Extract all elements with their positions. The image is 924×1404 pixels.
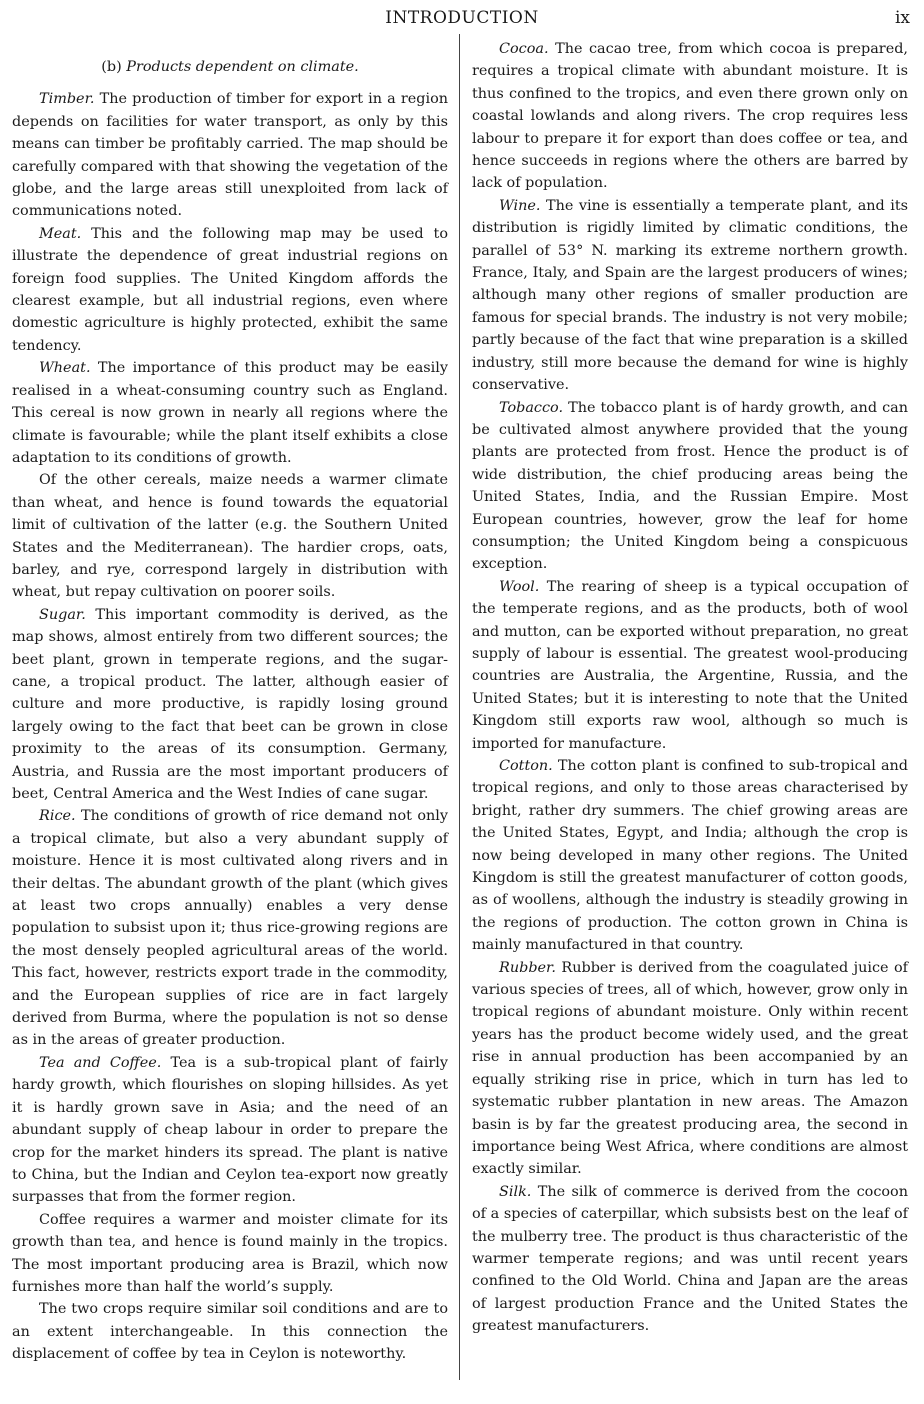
paragraph-term: Rubber. xyxy=(499,959,556,976)
paragraph-silk xyxy=(472,1181,908,1338)
paragraph-sugar xyxy=(12,604,448,806)
paragraph-text: Tea is a sub-tropical plant of fairly hardy growth, which flourishes on sloping hillsides. As yet it is hardly grown save in Asia; and the need of an abundant supply of cheap labour in order to prepare the crop for the market hinders its spread. The plant is native to China, but the Indian and Ceylon tea-export now greatly surpasses that from the former region. xyxy=(12,1054,448,1206)
paragraph-term: Wool. xyxy=(499,578,540,595)
section-title: Products dependent on climate. xyxy=(126,59,359,75)
paragraph-term: Sugar. xyxy=(39,606,86,623)
paragraph-wool xyxy=(472,576,908,755)
paragraph-term: Cotton. xyxy=(499,758,553,774)
paragraph-text: Rubber is derived from the coagulated juice of various species of trees, all of which, however, grow only in tropical regions of abundant moisture. Only within recent years has the product become widely used, and the great rise in annual production has been accompanied by an equally striking rise in price, which in turn has led to systematic rubber plantation in new areas. The Amazon basin is by far the greatest producing area, the second in importance being West Africa, where conditions are almost exactly similar. xyxy=(472,959,908,1178)
paragraph-term: Silk. xyxy=(499,1183,532,1200)
paragraph-timber xyxy=(12,88,448,222)
paragraph-text: Of the other cereals, maize needs a warmer climate than wheat, and hence is found towards the equatorial limit of cultivation of the latter (e.g. the Southern United States and the Mediterranean). The hardier crops, oats, barley, and rye, correspond largely in distribution with wheat, but repay cultivation on poorer soils. xyxy=(12,472,448,601)
paragraph-meat xyxy=(12,223,448,357)
section-heading xyxy=(12,56,448,78)
paragraph-text: The silk of commerce is derived from the cocoon of a species of caterpillar, which subsists best on the leaf of the mulberry tree. The product is thus characteristic of the warmer temperate regions; and was until recent years confined to the Old World. China and Japan are the areas of largest production France and the United States the greatest manufacturers. xyxy=(472,1183,908,1335)
paragraph-text: The conditions of growth of rice demand not only a tropical climate, but also a very abundant supply of moisture. Hence it is most cultivated along rivers and in their deltas. The abundant growth of the plant (which gives at least two crops annually) enables a very dense population to subsist upon it; thus rice-growing regions are the most densely peopled agricultural areas of the world. This fact, however, restricts export trade in the commodity, and the European supplies of rice are in fact largely derived from Burma, where the population is not so dense as in the areas of greater production. xyxy=(12,808,449,1049)
right-column xyxy=(472,38,908,1338)
paragraph-term: Wheat. xyxy=(39,360,91,377)
paragraph-text: The cotton plant is confined to sub-tropical and tropical regions, and only to those areas characterised by bright, rather dry summers. The chief growing areas are the United States, Egypt, and India; although the crop is now being developed in many other regions. The United Kingdom is still the greatest manufacturer of cotton goods, as of woollens, although the industry is steadily growing in the regions of production. The cotton grown in China is mainly manufactured in that country. xyxy=(472,758,909,954)
paragraph-tea-and-coffee xyxy=(12,1052,448,1209)
paragraph-term: Timber. xyxy=(39,91,95,108)
paragraph-tobacco xyxy=(472,397,908,576)
paragraph-text: The rearing of sheep is a typical occupation of the temperate regions, and as the products, both of wool and mutton, can be exported without preparation, no great supply of labour is essential. The greatest wool-producing countries are Australia, the Argentine, Russia, and the United States; but it is interesting to note that the United Kingdom still exports raw wool, although so much is imported for manufacture. xyxy=(472,578,908,752)
page-title: INTRODUCTION xyxy=(385,8,539,28)
paragraph-coffee xyxy=(12,1209,448,1299)
paragraph-two-crops xyxy=(12,1298,448,1365)
paragraph-text: The vine is essentially a temperate plant, and its distribution is rigidly limited by climatic conditions, the parallel of 53° N. marking its extreme northern growth. France, Italy, and Spain are the largest producers of wines; although many other regions of smaller production are famous for special brands. The industry is not very mobile; partly because of the fact that wine preparation is a skilled industry, still more because the demand for wine is highly conservative. xyxy=(472,197,909,394)
paragraph-text: The cacao tree, from which cocoa is prepared, requires a tropical climate with abundant moisture. It is thus confined to the tropics, and even there grown only on coastal lowlands and along rivers. The crop requires less labour to prepare it for export than does coffee or tea, and hence succeeds in regions where the others are barred by lack of population. xyxy=(472,41,908,192)
page-number: ix xyxy=(894,8,910,28)
section-label: (b) xyxy=(101,59,122,75)
paragraph-text: The importance of this product may be easily realised in a wheat-consuming country such as England. This cereal is now grown in nearly all regions where the climate is favourable; while the plant itself exhibits a close adaptation to its conditions of growth. xyxy=(12,360,449,466)
paragraph-cotton xyxy=(472,755,908,957)
paragraph-text: The tobacco plant is of hardy growth, and can be cultivated almost anywhere provided that the young plants are protected from frost. Hence the product is of wide distribution, the chief producing areas being the United States, India, and the Russian Empire. Most European countries, however, grow the leaf for home consumption; the United Kingdom being a conspicuous exception. xyxy=(472,399,908,573)
paragraph-other-cereals xyxy=(12,469,448,603)
column-divider xyxy=(459,34,460,1380)
left-column xyxy=(12,38,448,1366)
paragraph-term: Rice. xyxy=(39,808,76,825)
running-head xyxy=(0,6,924,32)
paragraph-text: This and the following map may be used to illustrate the dependence of great industrial regions on foreign food supplies. The United Kingdom affords the clearest example, but all industrial regions, even where domestic agriculture is highly protected, exhibit the same tendency. xyxy=(12,225,448,354)
paragraph-rice xyxy=(12,805,448,1051)
paragraph-term: Meat. xyxy=(39,225,82,242)
paragraph-cocoa xyxy=(472,38,908,195)
paragraph-wine xyxy=(472,195,908,397)
paragraph-text: The production of timber for export in a region depends on facilities for water transport, as only by this means can timber be profitably carried. The map should be carefully compared with that showing the vegetation of the globe, and the large areas still unexploited from lack of communications noted. xyxy=(12,91,449,220)
paragraph-text: This important commodity is derived, as the map shows, almost entirely from two different sources; the beet plant, grown in temperate regions, and the sugar-cane, a tropical product. The latter, although easier of culture and more productive, is rapidly losing ground largely owing to the fact that beet can be grown in close proximity to the areas of its consumption. Germany, Austria, and Russia are the most important producers of beet, Central America and the West Indies of cane sugar. xyxy=(12,606,448,802)
paragraph-term: Cocoa. xyxy=(499,41,549,57)
paragraph-text: The two crops require similar soil conditions and are to an extent interchangeable. In this connection the displacement of coffee by tea in Ceylon is noteworthy. xyxy=(12,1301,448,1363)
paragraph-term: Wine. xyxy=(499,197,541,214)
paragraph-wheat xyxy=(12,357,448,469)
paragraph-term: Tobacco. xyxy=(499,399,564,416)
paragraph-text: Coffee requires a warmer and moister climate for its growth than tea, and hence is found mainly in the tropics. The most important producing area is Brazil, which now furnishes more than half the world’s supply. xyxy=(12,1211,448,1295)
paragraph-term: Tea and Coffee. xyxy=(39,1054,162,1071)
paragraph-rubber xyxy=(472,957,908,1181)
